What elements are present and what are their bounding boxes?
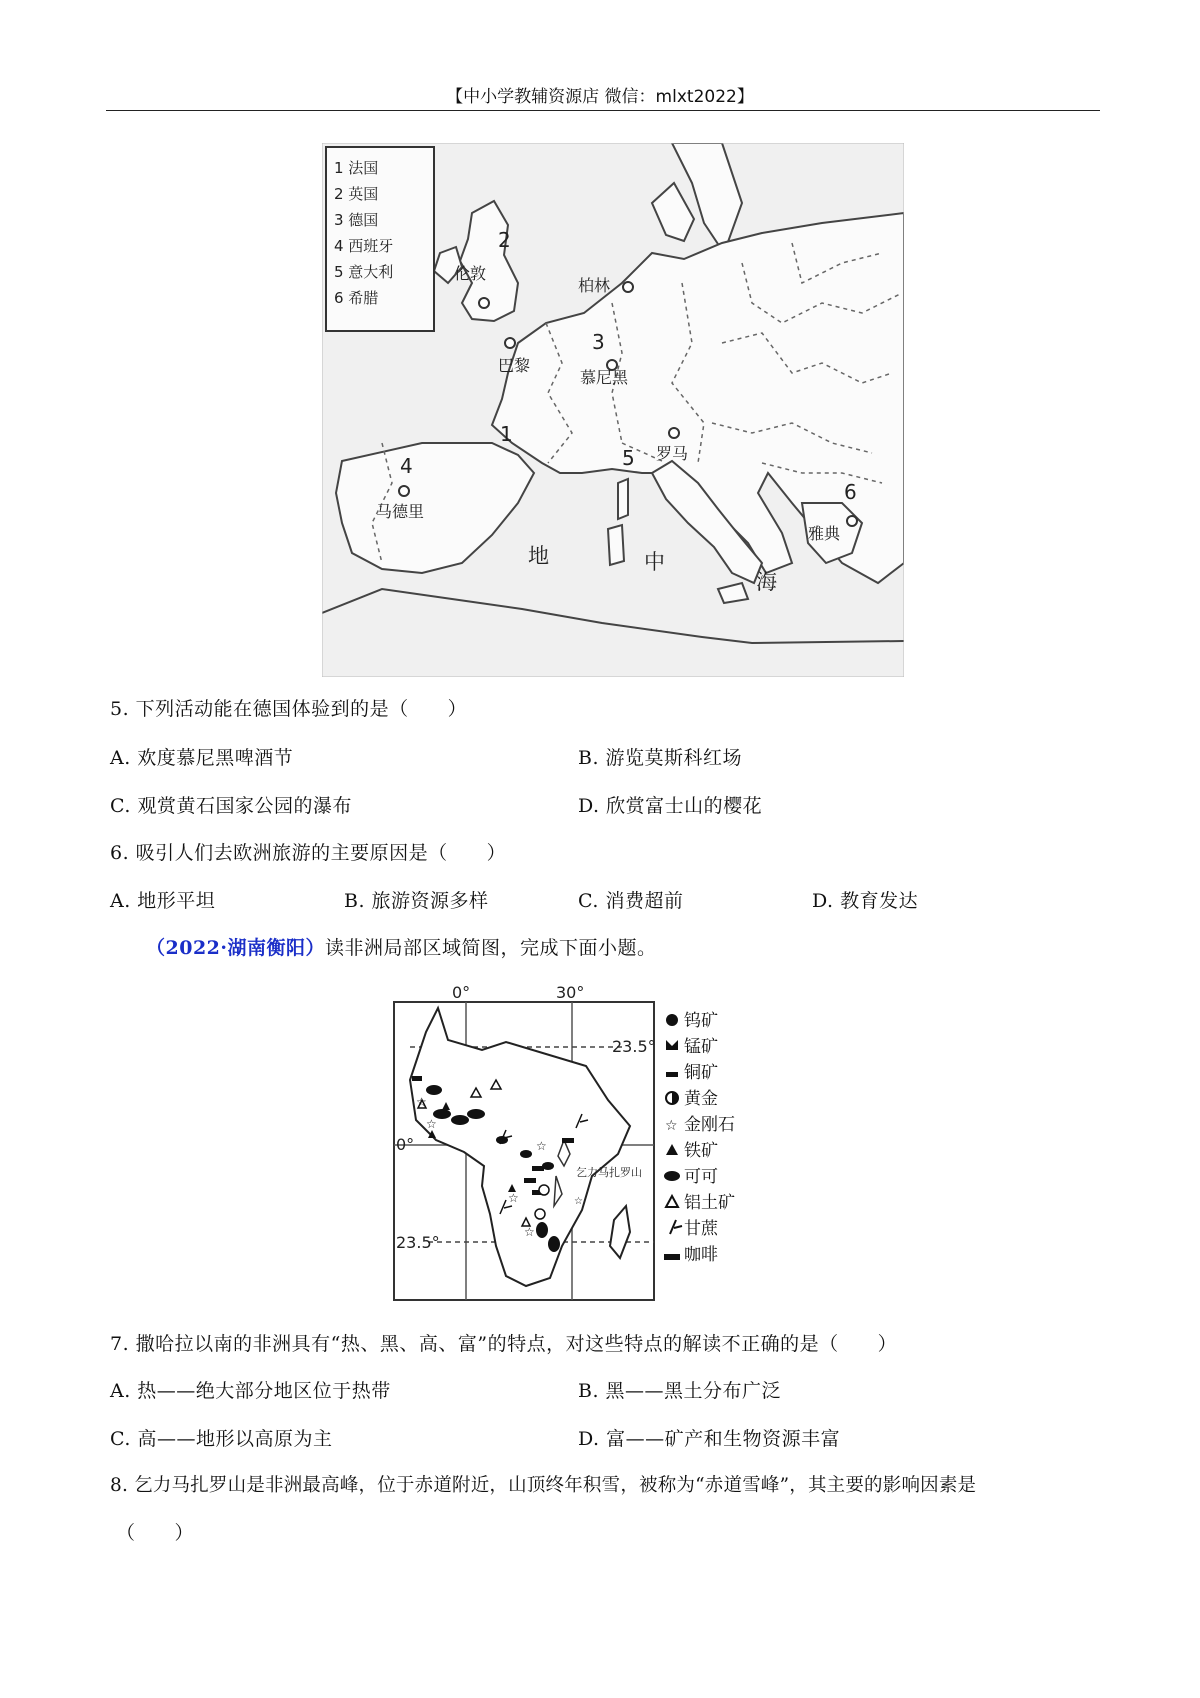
sea-label: 地 [528,544,549,568]
city-label: 巴黎 [498,356,531,375]
africa-legend-item: 铝土矿 [684,1193,735,1213]
q5-option-c: C. 观赏黄石国家公园的瀑布 [110,795,352,817]
region-number: 6 [844,480,857,504]
svg-text:☆: ☆ [536,1139,547,1153]
sea-label: 中 [644,550,665,574]
sea-label: 海 [756,570,777,594]
question-5-stem: 5. 下列活动能在德国体验到的是（ ） [110,698,468,720]
q7-option-a: A. 热——绝大部分地区位于热带 [110,1380,391,1402]
q5-option-b: B. 游览莫斯科红场 [578,747,743,769]
header-rule [106,110,1100,111]
africa-map-legend [664,1011,735,1265]
svg-text:☆: ☆ [524,1225,535,1239]
q7-option-c: C. 高——地形以高原为主 [110,1428,333,1450]
city-label: 罗马 [656,444,689,463]
africa-map-figure [386,980,796,1310]
city-label: 伦敦 [454,264,487,283]
europe-legend-item: 4 西班牙 [334,237,394,255]
kilimanjaro-label: 乞力马扎罗山 [576,1166,642,1179]
europe-legend-item: 2 英国 [334,185,379,203]
lon-label-0: 0° [452,983,471,1002]
svg-text:☆: ☆ [416,1095,427,1109]
region-number: 5 [622,446,635,470]
svg-text:☆: ☆ [665,1118,678,1134]
europe-legend-item: 6 希腊 [334,289,379,307]
q5-option-d: D. 欣赏富士山的樱花 [578,795,763,817]
city-label: 柏林 [578,276,611,295]
africa-legend-item: 金刚石 [684,1115,735,1135]
q5-option-a: A. 欢度慕尼黑啤酒节 [110,747,294,769]
svg-text:☆: ☆ [508,1191,519,1205]
lat-label-equator: 0° [396,1135,415,1154]
question-7-stem: 7. 撒哈拉以南的非洲具有“热、黑、高、富”的特点，对这些特点的解读不正确的是（ ） [110,1333,898,1355]
europe-legend-item: 1 法国 [334,159,379,177]
source-tag: （2022·湖南衡阳） [146,937,325,959]
africa-map [386,980,796,1310]
europe-legend-item: 3 德国 [334,211,379,229]
q7-option-d: D. 富——矿产和生物资源丰富 [578,1428,841,1450]
africa-legend-item: 铁矿 [684,1141,718,1161]
africa-legend-item: 钨矿 [684,1011,718,1031]
svg-text:☆: ☆ [426,1117,437,1131]
q6-option-a: A. 地形平坦 [110,890,216,912]
africa-legend-item: 甘蔗 [684,1219,718,1239]
region-number: 4 [400,454,413,478]
europe-map [322,143,904,677]
region-number: 3 [592,330,605,354]
africa-legend-item: 可可 [684,1167,718,1187]
city-label: 雅典 [808,524,841,543]
europe-legend-item: 5 意大利 [334,263,394,281]
africa-legend-item: 锰矿 [684,1037,718,1057]
question-6-stem: 6. 吸引人们去欧洲旅游的主要原因是（ ） [110,842,507,864]
lon-label-30: 30° [556,983,585,1002]
africa-legend-item: 咖啡 [684,1245,718,1265]
q6-option-d: D. 教育发达 [812,890,919,912]
africa-legend-item: 铜矿 [684,1063,718,1083]
africa-legend-item: 黄金 [684,1089,718,1109]
region-number: 2 [498,228,511,252]
lat-label-north-tropic: 23.5° [612,1037,656,1056]
section-instruction: 读非洲局部区域简图，完成下面小题。 [325,937,657,959]
europe-map-figure [322,143,904,677]
city-label: 马德里 [376,502,425,521]
city-label: 慕尼黑 [580,368,629,387]
page-header: 【中小学教辅资源店 微信：mlxt2022】 [446,87,754,107]
q6-option-c: C. 消费超前 [578,890,684,912]
question-8-stem: 8. 乞力马扎罗山是非洲最高峰，位于赤道附近，山顶终年积雪，被称为“赤道雪峰”，其主要的影响因素是 [110,1475,977,1496]
region-number: 1 [500,422,513,446]
lat-label-south-tropic: 23.5° [396,1233,440,1252]
section-intro [146,933,657,960]
q7-option-b: B. 黑——黑土分布广泛 [578,1380,782,1402]
svg-text:☆: ☆ [574,1196,583,1207]
question-8-blank: （ ） [116,1522,195,1544]
q6-option-b: B. 旅游资源多样 [344,890,489,912]
